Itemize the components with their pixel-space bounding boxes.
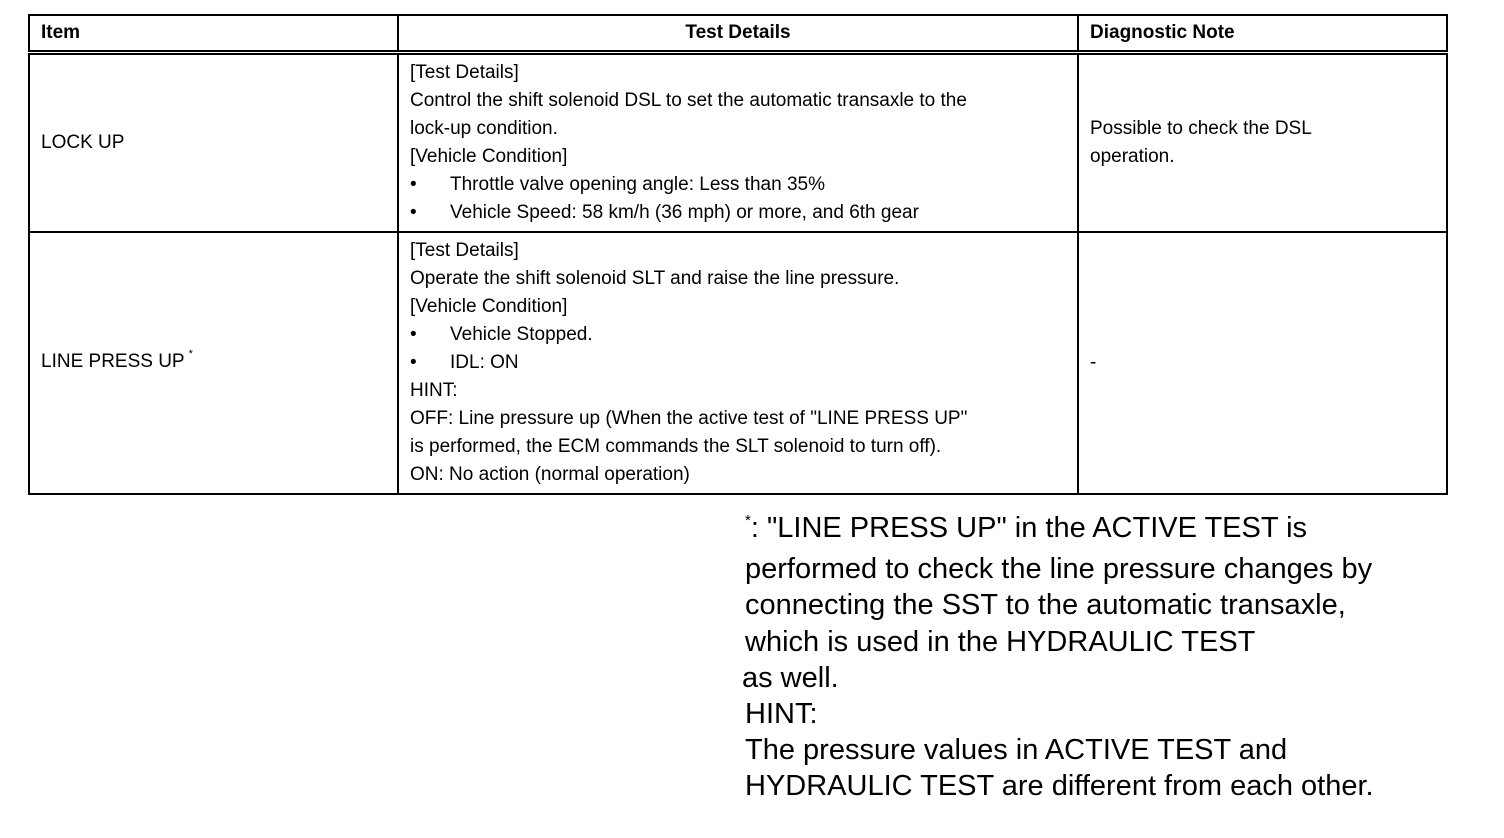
cell-item <box>29 232 398 494</box>
header-diagnostic-note: Diagnostic Note <box>1078 15 1447 53</box>
list-item <box>410 171 1067 199</box>
list-item <box>410 199 1067 227</box>
table-row-line-press-up <box>29 232 1447 494</box>
cell-item <box>29 53 398 233</box>
details-heading: [Test Details] <box>410 240 519 261</box>
condition-heading: [Vehicle Condition] <box>410 296 568 317</box>
footnote-line: as well. <box>742 661 839 694</box>
details-text: lock-up condition. <box>410 118 558 139</box>
cell-diagnostic-note <box>1078 53 1447 233</box>
details-heading: [Test Details] <box>410 62 519 83</box>
item-label: LINE PRESS UP <box>41 350 185 372</box>
footnote-line: The pressure values in ACTIVE TEST and <box>745 734 1288 767</box>
footnote-text: : "LINE PRESS UP" in the ACTIVE TEST is <box>750 512 1308 544</box>
footnote-line: performed to check the line pressure changes by <box>745 553 1373 586</box>
footnote-marker: * <box>745 512 751 529</box>
footnote-line: connecting the SST to the automatic transaxle, <box>745 589 1346 622</box>
active-test-table <box>28 14 1448 495</box>
table-row-lock-up <box>29 53 1447 233</box>
list-item <box>410 321 1067 349</box>
list-item <box>410 349 1067 377</box>
header-test-details: Test Details <box>398 15 1078 53</box>
table-header-row <box>29 15 1447 53</box>
bullet-text: Throttle valve opening angle: Less than 35% <box>450 174 825 195</box>
condition-heading: [Vehicle Condition] <box>410 146 568 167</box>
note-text: operation. <box>1090 145 1175 167</box>
footnote-line: which is used in the HYDRAULIC TEST <box>745 625 1256 658</box>
footnote-line: HYDRAULIC TEST are different from each other. <box>745 770 1374 803</box>
hint-text: OFF: Line pressure up (When the active test of "LINE PRESS UP" <box>410 408 968 429</box>
bullet-text: Vehicle Stopped. <box>450 324 593 345</box>
details-text: Operate the shift solenoid SLT and raise the line pressure. <box>410 268 900 289</box>
hint-text: ON: No action (normal operation) <box>410 464 690 485</box>
footnote-line <box>742 510 1442 551</box>
item-label: LOCK UP <box>41 131 125 153</box>
note-text: Possible to check the DSL <box>1090 117 1312 139</box>
cell-test-details <box>398 53 1078 233</box>
note-text: - <box>1090 351 1097 373</box>
hint-text: is performed, the ECM commands the SLT solenoid to turn off). <box>410 436 942 457</box>
hint-label: HINT: <box>410 380 458 401</box>
footnote-marker: * <box>188 347 193 360</box>
footnote <box>742 510 1442 805</box>
bullet-text: Vehicle Speed: 58 km/h (36 mph) or more, and 6th gear <box>450 202 919 223</box>
details-text: Control the shift solenoid DSL to set the automatic transaxle to the <box>410 90 967 111</box>
cell-diagnostic-note <box>1078 232 1447 494</box>
bullet-mark: • <box>410 174 417 195</box>
cell-test-details <box>398 232 1078 494</box>
bullet-text: IDL: ON <box>450 352 519 373</box>
header-item: Item <box>29 15 398 53</box>
bullet-mark: • <box>410 324 417 345</box>
bullet-mark: • <box>410 352 417 373</box>
footnote-hint-label: HINT: <box>745 698 818 731</box>
bullet-mark: • <box>410 202 417 223</box>
